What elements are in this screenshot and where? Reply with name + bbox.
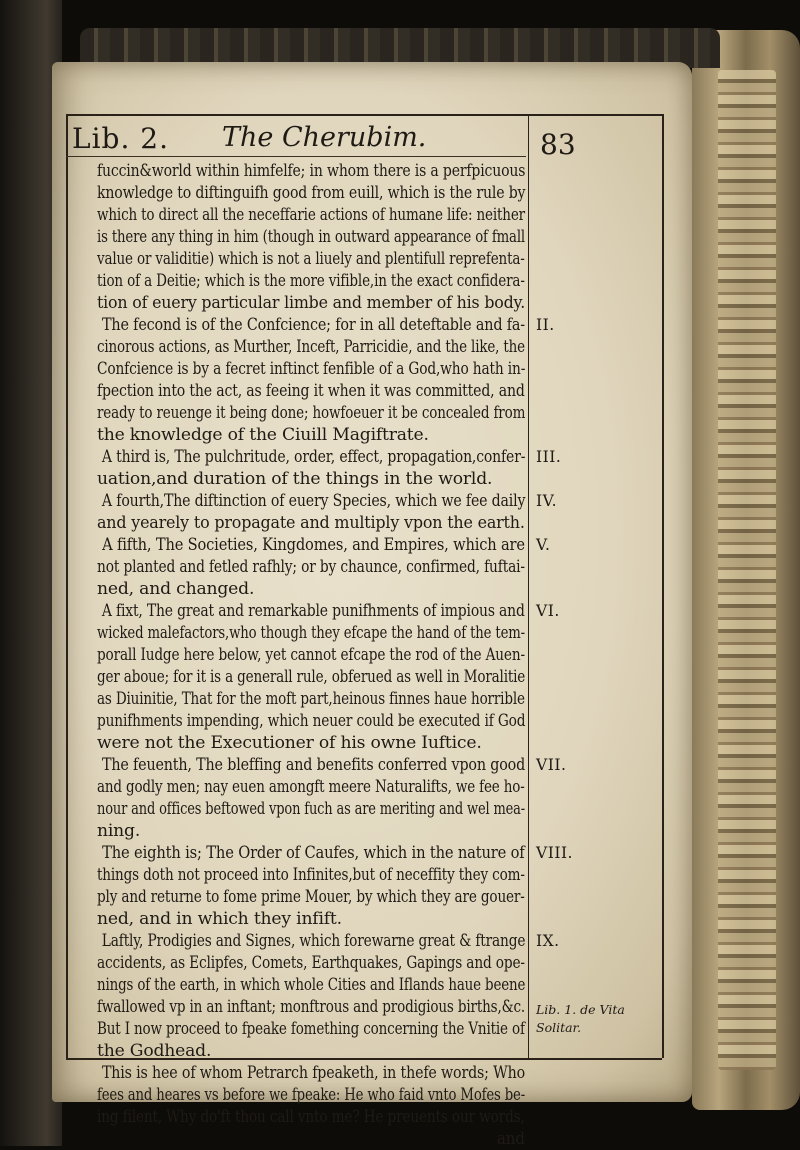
text-line: knowledge to diftinguifh good from euill, which is the rule by bbox=[97, 183, 526, 203]
text-line: ready to reuenge it being done; howfoeuer it be concealed from bbox=[97, 403, 526, 423]
margin-citation: Solitar. bbox=[536, 1020, 582, 1035]
text-line: porall Iudge here below, yet cannot efcape the rod of the Auen- bbox=[97, 645, 525, 665]
text-line: ing filent, Why do'ft thou call vnto me? He preuents our words, bbox=[97, 1107, 525, 1127]
text-line: nour and offices beftowed vpon fuch as are meriting and wel mea- bbox=[97, 799, 526, 819]
margin-note: VI. bbox=[536, 602, 560, 620]
margin-citation: Lib. 1. de Vita bbox=[536, 1002, 625, 1017]
text-line: Confcience is by a fecret inftinct fenfible of a God,who hath in- bbox=[97, 359, 526, 379]
text-line: the knowledge of the Ciuill Magiftrate. bbox=[97, 425, 429, 445]
text-line: A fixt, The great and remarkable punifhments of impious and bbox=[101, 601, 525, 621]
margin-column-rule bbox=[528, 114, 529, 1058]
text-line: tion of a Deitie; which is the more vifible,in the exact confidera- bbox=[97, 271, 525, 291]
text-line: accidents, as Eclipfes, Comets, Earthquakes, Gapings and ope- bbox=[97, 953, 525, 973]
margin-note: VIII. bbox=[536, 844, 573, 862]
text-line: The eighth is; The Order of Caufes, which in the nature of bbox=[102, 843, 525, 863]
text-line: The feuenth, The bleffing and benefits conferred vpon good bbox=[101, 755, 526, 775]
text-line: things doth not proceed into Infinites,but of neceffity they com- bbox=[97, 865, 525, 885]
catchword: and bbox=[497, 1129, 525, 1149]
text-line: uation,and duration of the things in the world. bbox=[97, 469, 493, 489]
text-line: the Godhead. bbox=[97, 1041, 212, 1061]
text-line: A fifth, The Societies, Kingdomes, and Empires, which are bbox=[102, 535, 525, 555]
text-line: cinorous actions, as Murther, Inceft, Parricidie, and the like, the bbox=[97, 337, 525, 357]
text-line: nings of the earth, in which whole Cities and Iflands haue beene bbox=[97, 975, 526, 995]
text-line: as Diuinitie, That for the moft part,heinous finnes haue horrible bbox=[97, 689, 525, 709]
page-fore-edge bbox=[718, 70, 776, 1070]
text-line: value or validitie) which is not a liuely and plentifull reprefenta- bbox=[97, 249, 525, 269]
text-line: fees and heares vs before we fpeake: He who faid vnto Mofes be- bbox=[97, 1085, 526, 1105]
text-line: fuccin&world within himfelfe; in whom there is a perfpicuous bbox=[97, 161, 526, 181]
frame-rule-left bbox=[66, 114, 68, 1058]
margin-note: III. bbox=[536, 448, 562, 466]
header-rule bbox=[66, 156, 526, 157]
text-line: ger aboue; for it is a generall rule, obferued as well in Moralitie bbox=[97, 667, 526, 687]
text-line: ning. bbox=[97, 821, 141, 841]
text-line: which to direct all the neceffarie actions of humane life: neither bbox=[97, 205, 525, 225]
text-line: ply and returne to fome prime Mouer, by which they are gouer- bbox=[97, 887, 525, 907]
text-line: punifhments impending, which neuer could be executed if God bbox=[97, 711, 526, 731]
margin-note: V. bbox=[536, 536, 551, 554]
text-line: ned, and in which they infift. bbox=[97, 909, 342, 929]
text-line: A third is, The pulchritude, order, effect, propagation,confer- bbox=[101, 447, 526, 467]
frame-rule-right bbox=[662, 114, 664, 1058]
text-line: were not the Executioner of his owne Iuftice. bbox=[97, 733, 482, 753]
margin-note: VII. bbox=[536, 756, 567, 774]
text-line: fpection into the act, as feeing it when it was committed, and bbox=[97, 381, 525, 401]
text-line: tion of euery particular limbe and member of his body. bbox=[97, 293, 526, 313]
margin-note: IX. bbox=[536, 932, 560, 950]
text-line: is there any thing in him (though in outward appearance of fmall bbox=[97, 227, 526, 247]
text-line: not planted and fetled rafhly; or by chaunce, confirmed, fuftai- bbox=[97, 557, 525, 577]
text-line: wicked malefactors,who though they efcape the hand of the tem- bbox=[97, 623, 526, 643]
book-page bbox=[52, 62, 692, 1149]
text-line: A fourth,The diftinction of euery Species, which we fee daily bbox=[101, 491, 526, 511]
text-line: But I now proceed to fpeake fomething concerning the Vnitie of bbox=[97, 1019, 525, 1039]
text-line: and godly men; nay euen amongft meere Naturalifts, we fee ho- bbox=[97, 777, 525, 797]
text-line: and yearely to propagate and multiply vpon the earth. bbox=[97, 513, 525, 533]
frame-rule-top bbox=[66, 114, 662, 116]
page-number: 83 bbox=[540, 128, 576, 161]
running-head: Lib. 2. bbox=[72, 122, 169, 155]
margin-note: II. bbox=[536, 316, 555, 334]
margin-note: IV. bbox=[536, 492, 558, 510]
text-line: fwallowed vp in an inftant; monftrous and prodigious births,&c. bbox=[97, 997, 526, 1017]
text-line: ned, and changed. bbox=[97, 579, 255, 599]
text-line: The fecond is of the Confcience; for in all deteftable and fa- bbox=[102, 315, 525, 335]
text-line: This is hee of whom Petrarch fpeaketh, in thefe words; Who bbox=[101, 1063, 526, 1083]
running-title: The Cherubim. bbox=[222, 122, 427, 153]
text-line: Laftly, Prodigies and Signes, which forewarne great & ftrange bbox=[101, 931, 526, 951]
